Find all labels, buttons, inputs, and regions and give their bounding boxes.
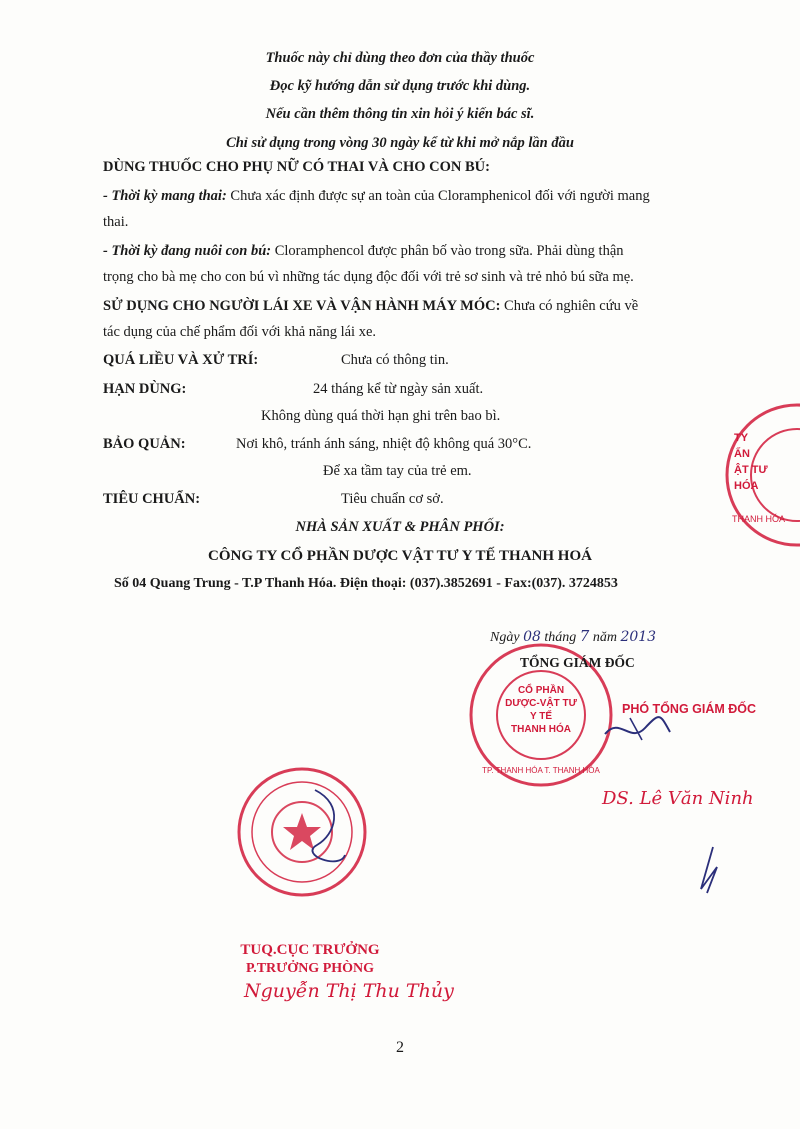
manufacturer-heading: NHÀ SẢN XUẤT & PHÂN PHỐI: <box>295 519 505 535</box>
pregnant-label: - Thời kỳ mang thai: <box>103 188 227 204</box>
official-signature-scribble-icon <box>305 785 355 875</box>
pregnant-text-cont: thai. <box>103 214 129 230</box>
date-ngay: Ngày <box>490 630 520 645</box>
expiry-value-2: Không dùng quá thời hạn ghi trên bao bì. <box>261 408 501 424</box>
standard-label: TIÊU CHUẨN: <box>103 491 201 507</box>
nursing-label: - Thời kỳ đang nuôi con bú: <box>103 243 272 259</box>
signer-name: DS. Lê Văn Ninh <box>602 788 754 809</box>
expiry-value: 24 tháng kể từ ngày sản xuất. <box>313 381 484 397</box>
warning-line: Thuốc này chỉ dùng theo đơn của thầy thuốc <box>265 50 535 66</box>
date-thang: tháng <box>544 630 577 645</box>
expiry-label: HẠN DÙNG: <box>103 381 187 397</box>
signature-title: TỔNG GIÁM ĐỐC <box>520 655 635 670</box>
overdose-value: Chưa có thông tin. <box>341 352 449 368</box>
nursing-paragraph <box>103 242 624 260</box>
date-day: 08 <box>523 629 541 645</box>
official-signer: Nguyễn Thị Thu Thủy <box>244 980 454 1002</box>
side-stamp-ring-text: THANH HÓA <box>732 514 786 524</box>
date-month: 7 <box>579 627 590 645</box>
warning-line: Chỉ sử dụng trong vòng 30 ngày kể từ khi mở nắp lần đầu <box>226 135 574 151</box>
date-year: 2013 <box>620 629 657 645</box>
driving-heading: SỬ DỤNG CHO NGƯỜI LÁI XE VÀ VẬN HÀNH MÁY MÓC: <box>103 298 501 314</box>
standard-value: Tiêu chuẩn cơ sở. <box>341 491 444 507</box>
initial-scribble-icon <box>695 845 725 895</box>
overdose-label: QUÁ LIỀU VÀ XỬ TRÍ: <box>103 352 259 368</box>
stamp-line: DƯỢC-VẬT TƯ <box>505 698 577 709</box>
official-line: TUQ.CỤC TRƯỞNG <box>240 942 380 958</box>
side-stamp-line: TY <box>734 432 749 444</box>
warning-line: Nếu cần thêm thông tin xin hỏi ý kiến bác sĩ. <box>265 106 535 122</box>
side-stamp-line: HÓA <box>734 480 759 492</box>
side-stamp-line: ẬT TƯ <box>734 464 768 476</box>
driving-text: Chưa có nghiên cứu về <box>500 298 639 314</box>
manufacturer-name: CÔNG TY CỔ PHẦN DƯỢC VẬT TƯ Y TẾ THANH HOÁ <box>208 548 592 564</box>
pregnancy-heading: DÙNG THUỐC CHO PHỤ NỮ CÓ THAI VÀ CHO CON BÚ: <box>103 159 490 175</box>
stamp-line: THANH HÓA <box>511 724 571 735</box>
nursing-text: Cloramphencol được phân bố vào trong sữa. Phải dùng thận <box>271 243 624 259</box>
pregnant-text: Chưa xác định được sự an toàn của Cloramphenicol đối với người mang <box>226 188 650 204</box>
signature-scribble-icon <box>600 706 680 746</box>
date-nam: năm <box>592 630 617 645</box>
deputy-title: PHÓ TỔNG GIÁM ĐỐC <box>622 702 757 716</box>
nursing-text-cont: trọng cho bà mẹ cho con bú vì những tác dụng độc đối với trẻ sơ sinh và trẻ nhỏ bú sữa mẹ. <box>103 269 634 285</box>
storage-value-2: Để xa tầm tay của trẻ em. <box>323 463 472 479</box>
pregnancy-paragraph <box>103 187 650 205</box>
page-number: 2 <box>396 1039 404 1056</box>
stamp-line: CỔ PHẦN <box>517 685 565 696</box>
driving-paragraph <box>103 297 638 315</box>
side-stamp <box>722 400 800 550</box>
warning-line: Đọc kỹ hướng dẫn sử dụng trước khi dùng. <box>269 78 531 94</box>
official-stamp <box>235 765 370 900</box>
official-line: P.TRƯỞNG PHÒNG <box>245 961 375 976</box>
stamp-line: Y TẾ <box>529 711 553 722</box>
stamp-ring-text: TP. THANH HÓA T. THANH HÓA <box>482 766 600 775</box>
storage-label: BẢO QUẢN: <box>103 436 186 452</box>
manufacturer-address: Số 04 Quang Trung - T.P Thanh Hóa. Điện thoại: (037).3852691 - Fax:(037). 3724853 <box>114 576 618 591</box>
side-stamp-line: ẨN <box>734 448 750 460</box>
driving-text-cont: tác dụng của chế phẩm đối với khả năng lái xe. <box>103 324 377 340</box>
storage-value: Nơi khô, tránh ánh sáng, nhiệt độ không quá 30°C. <box>236 436 532 452</box>
